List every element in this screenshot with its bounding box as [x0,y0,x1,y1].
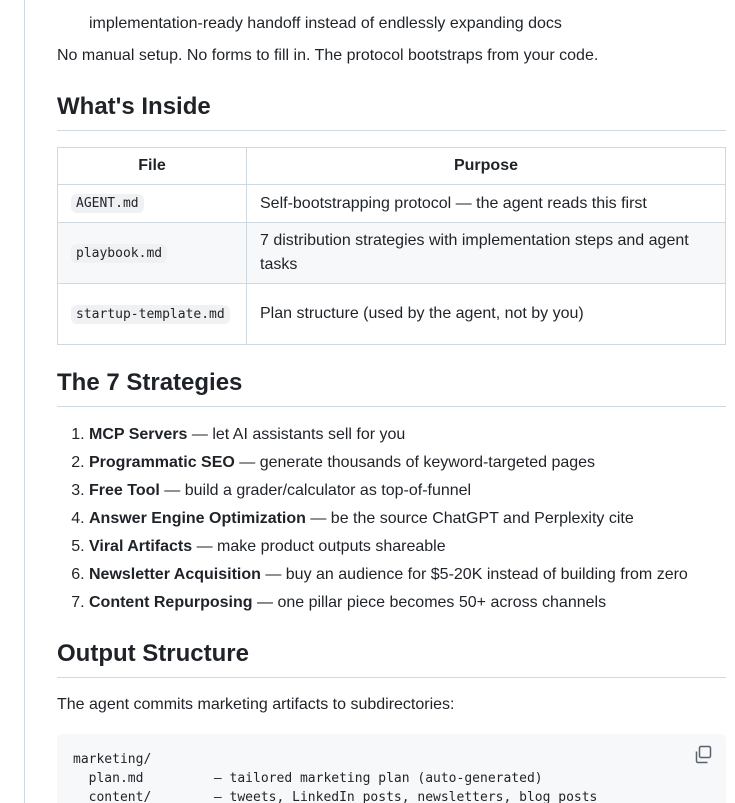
heading-output-structure: Output Structure [57,639,726,678]
strategy-desc: — be the source ChatGPT and Perplexity cite [305,510,634,527]
table-cell-file [58,284,247,345]
strategy-name: Viral Artifacts [89,538,193,555]
table-cell-file [58,185,247,223]
strategy-desc: — build a grader/calculator as top-of-funnel [159,482,472,499]
strategy-desc: — make product outputs shareable [192,538,446,555]
table-header-purpose: Purpose [247,148,726,185]
strategy-name: Programmatic SEO [89,454,235,471]
code-block [57,734,726,803]
copy-button[interactable] [692,744,714,766]
file-name-code: playbook.md [71,244,167,263]
list-item [89,507,726,531]
heading-strategies: The 7 Strategies [57,368,726,407]
list-item [89,563,726,587]
list-item [89,535,726,559]
code-block-text: marketing/ plan.md — tailored marketing plan (auto-generated) content/ — tweets, LinkedIn posts, newsletters, blog posts [73,752,598,803]
table-row [58,223,726,284]
strategy-desc: — generate thousands of keyword-targeted pages [234,454,596,471]
files-table [57,147,726,345]
strategies-list [57,423,726,619]
table-row [58,284,726,345]
heading-whats-inside: What's Inside [57,92,726,131]
copy-icon [692,744,714,766]
output-intro-paragraph: The agent commits marketing artifacts to subdirectories: [57,696,455,713]
strategy-desc: — one pillar piece becomes 50+ across channels [252,594,607,611]
strategy-name: Newsletter Acquisition [89,566,261,583]
list-item-text-line [89,0,719,12]
strategy-name: MCP Servers [89,426,188,443]
table-cell-purpose: Self-bootstrapping protocol — the agent reads this first [247,185,726,223]
table-header-file: File [58,148,247,185]
strategy-name: Content Repurposing [89,594,253,611]
list-item-text-line: implementation-ready handoff instead of endlessly expanding docs [89,15,562,32]
list-item [89,479,726,503]
list-item-continued [89,0,719,36]
strategy-desc: — let AI assistants sell for you [187,426,406,443]
left-border [24,0,25,803]
intro-paragraph: No manual setup. No forms to fill in. The protocol bootstraps from your code. [57,47,599,64]
strategy-name: Free Tool [89,482,160,499]
table-cell-purpose: Plan structure (used by the agent, not by you) [247,284,726,345]
file-name-code: startup-template.md [71,305,230,324]
table-cell-purpose: 7 distribution strategies with implementation steps and agent tasks [247,223,726,284]
table-cell-file [58,223,247,284]
list-item [89,451,726,475]
strategy-name: Answer Engine Optimization [89,510,306,527]
table-header-row [58,148,726,185]
list-item [89,423,726,447]
table-row [58,185,726,223]
file-name-code: AGENT.md [71,194,144,213]
list-item [89,591,726,615]
strategy-desc: — buy an audience for $5-20K instead of building from zero [260,566,688,583]
